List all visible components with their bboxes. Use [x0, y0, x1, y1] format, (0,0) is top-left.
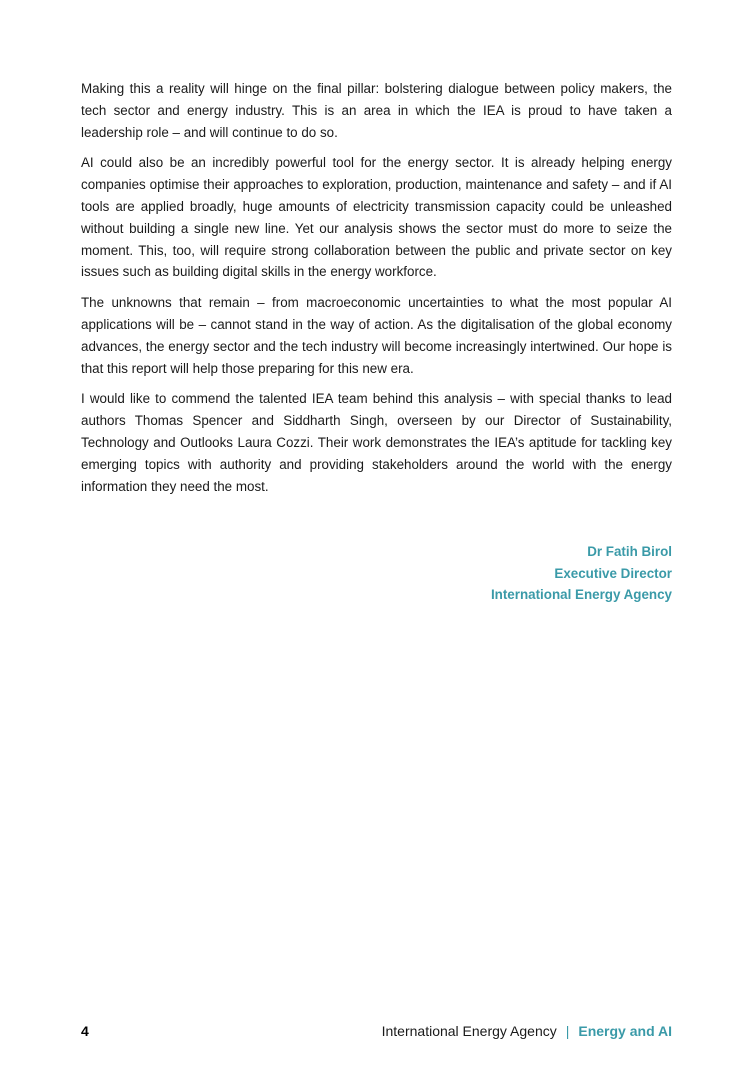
paragraph-1: Making this a reality will hinge on the final pillar: bolstering dialogue between policy makers, the tech sector and energy industry. This is an area in which the IEA is proud to have taken a leadership role – and will continue to do so. — [81, 81, 672, 140]
footer-report-title: Energy and AI — [578, 1023, 672, 1039]
paragraph-2: AI could also be an incredibly powerful tool for the energy sector. It is already helping energy companies optimise their approaches to exploration, production, maintenance and safety – and if AI tools are applied broadly, huge amounts of electricity transmission capacity could be unleashed without building a single new line. Yet our analysis shows the sector must do more to seize the moment. This, too, will require strong collaboration between the public and private sector on key issues such as building digital skills in the energy workforce. — [81, 155, 672, 280]
signature-organization: International Energy Agency — [490, 587, 672, 602]
signature-name: Dr Fatih Birol — [587, 544, 672, 559]
footer-separator: | — [565, 1023, 570, 1039]
page-footer — [81, 1023, 672, 1043]
main-text — [81, 78, 672, 506]
paragraph-3: The unknowns that remain – from macroeconomic uncertainties to what the most popular AI applications will be – cannot stand in the way of action. As the digitalisation of the global economy advances, the energy sector and the tech industry will become increasingly intertwined. Our hope is that this report will help those preparing for this new era. — [81, 295, 672, 376]
signature-block — [491, 541, 672, 606]
footer-title — [382, 1023, 672, 1039]
signature-title: Executive Director — [554, 565, 672, 581]
paragraph-4: I would like to commend the talented IEA team behind this analysis – with special thanks to lead authors Thomas Spencer and Siddharth Singh, overseen by our Director of Sustainability, Technology and Outlooks Laura Cozzi. Their work demonstrates the IEA’s aptitude for tackling key emerging topics with authority and providing stakeholders around the world with the energy information they need the most. — [81, 391, 672, 494]
footer-organization: International Energy Agency — [381, 1023, 557, 1039]
page-number: 4 — [81, 1023, 89, 1039]
